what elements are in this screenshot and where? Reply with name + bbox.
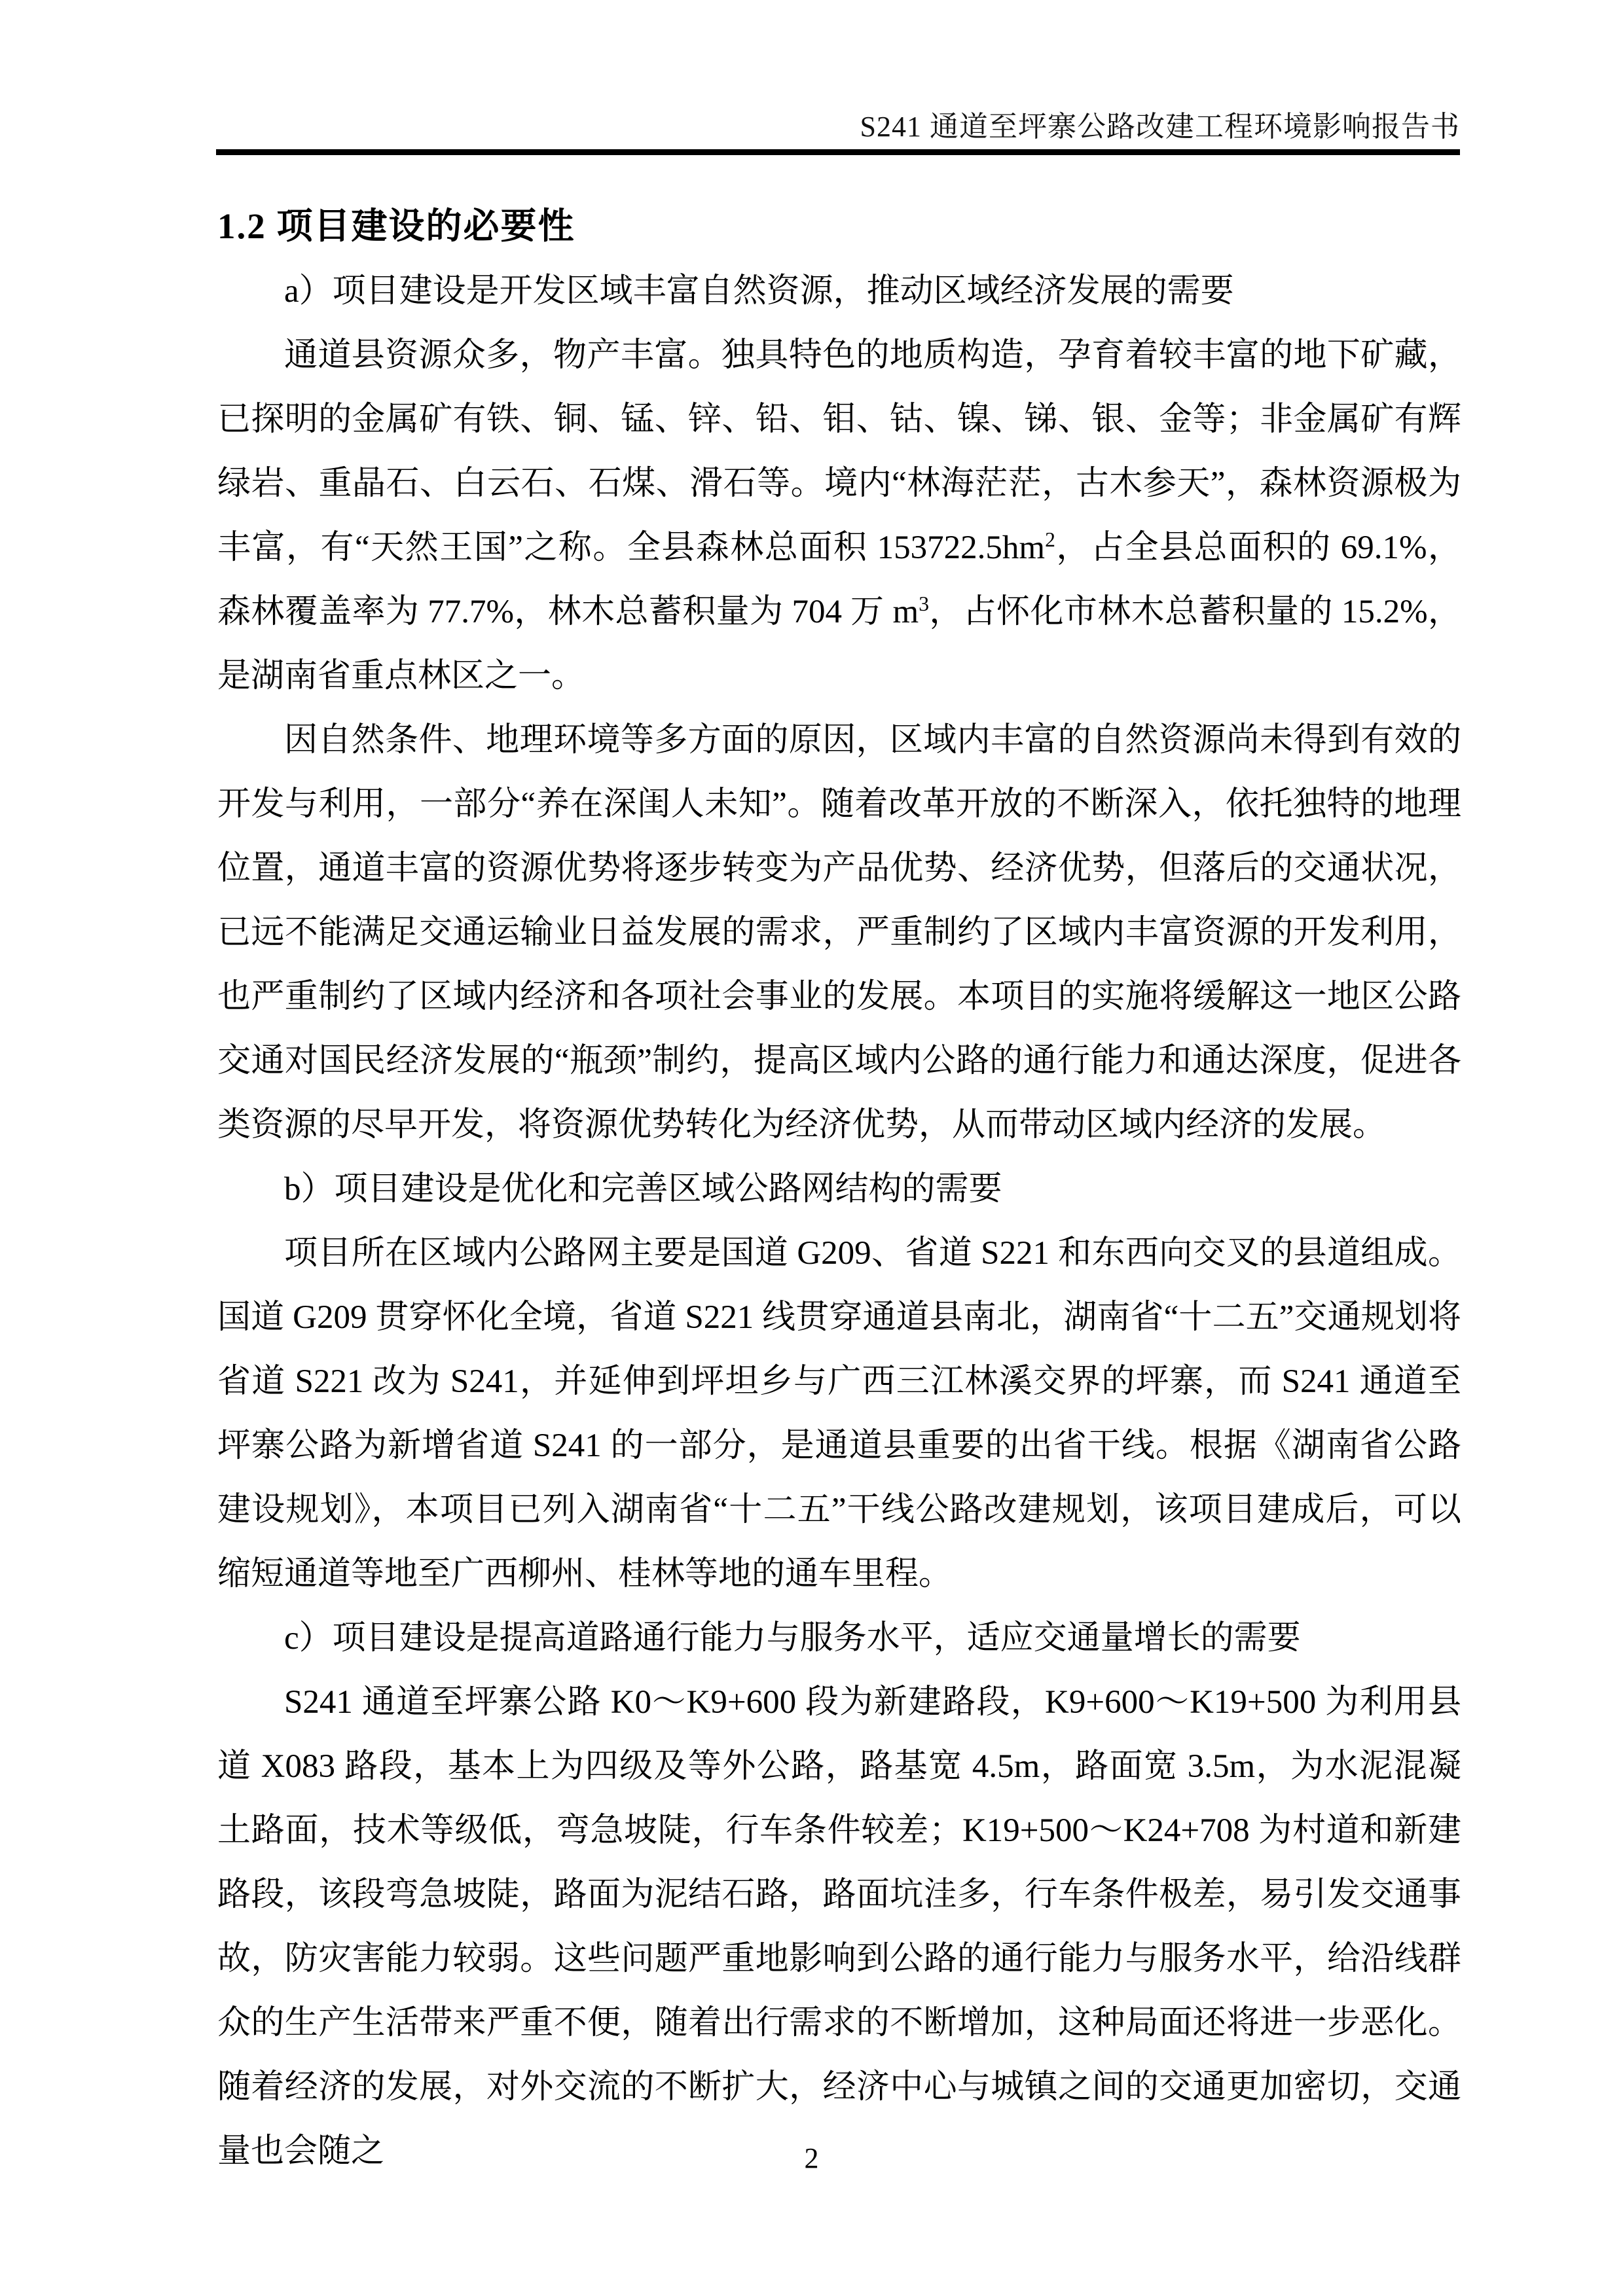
sub-heading: [217, 1157, 1461, 1221]
page-header-title: S241 通道至坪寨公路改建工程环境影响报告书: [860, 111, 1460, 143]
text-run: c）项目建设是提高道路通行能力与服务水平，适应交通量增长的需要: [284, 1620, 1301, 1657]
superscript: 2: [1045, 528, 1055, 551]
text-run: 项目所在区域内公路网主要是国道 G209、省道 S221 和东西向交叉的县道组成。国道 G209 贯穿怀化全境，省道 S221 线贯穿通道县南北，湖南省“十二五”交通规划将省道 S221 改为 S241，并延伸到坪坦乡与广西三江林溪交界的坪寨，而 S241 通道至坪寨公路为新增省道 S241 的一部分，是通道县重要的出省干线。根据《湖南省公路建设规划》，本项目已列入湖南省“十二五”干线公路改建规划，该项目建成后，可以缩短通道等地至广西柳州、桂林等地的通车里程。: [217, 1235, 1461, 1592]
text-run: 因自然条件、地理环境等多方面的原因，区域内丰富的自然资源尚未得到有效的开发与利用，一部分“养在深闺人未知”。随着改革开放的不断深入，依托独特的地理位置，通道丰富的资源优势将逐步转变为产品优势、经济优势，但落后的交通状况，已远不能满足交通运输业日益发展的需求，严重制约了区域内丰富资源的开发利用，也严重制约了区域内经济和各项社会事业的发展。本项目的实施将缓解这一地区公路交通对国民经济发展的“瓶颈”制约，提高区域内公路的通行能力和通达深度，促进各类资源的尽早开发，将资源优势转化为经济优势，从而带动区域内经济的发展。: [217, 722, 1461, 1143]
page-footer: [0, 2142, 1623, 2176]
header-rule: [216, 149, 1460, 155]
paragraph: [217, 323, 1461, 708]
superscript: 3: [919, 592, 930, 615]
text-run: ，占怀化市林木总蓄积量的 15.2%，是湖南省重点林区之一。: [217, 594, 1461, 694]
sub-heading: [217, 1606, 1461, 1670]
paragraph: [217, 708, 1461, 1157]
paragraph: [217, 1221, 1461, 1606]
page-number: 2: [804, 2142, 819, 2174]
text-run: b）项目建设是优化和完善区域公路网结构的需要: [284, 1171, 1002, 1208]
section-heading: 1.2 项目建设的必要性: [217, 206, 575, 246]
text-run: S241 通道至坪寨公路 K0～K9+600 段为新建路段，K9+600～K19+500 为利用县道 X083 路段，基本上为四级及等外公路，路基宽 4.5m，路面宽 3.5m，为水泥混凝土路面，技术等级低，弯急坡陡，行车条件较差；K19+500～K24+708 为村道和新建路段，该段弯急坡陡，路面为泥结石路，路面坑洼多，行车条件极差，易引发交通事故，防灾害能力较弱。这些问题严重地影响到公路的通行能力与服务水平，给沿线群众的生产生活带来严重不便，随着出行需求的不断增加，这种局面还将进一步恶化。随着经济的发展，对外交流的不断扩大，经济中心与城镇之间的交通更加密切，交通量也会随之: [217, 1684, 1461, 2170]
body-paragraphs: [217, 259, 1461, 2183]
paragraph: [217, 1670, 1461, 2183]
page-content: [217, 203, 1461, 2183]
text-run: ，占全县总面积的 69.1%，森林覆盖率为 77.7%，林木总蓄积量为 704 万 m: [217, 529, 1461, 630]
text-run: 通道县资源众多，物产丰富。独具特色的地质构造，孕育着较丰富的地下矿藏，已探明的金属矿有铁、铜、锰、锌、铅、钼、钴、镍、锑、银、金等；非金属矿有辉绿岩、重晶石、白云石、石煤、滑石等。境内“林海茫茫，古木参天”，森林资源极为丰富，有“天然王国”之称。全县森林总面积 153722.5hm: [217, 337, 1461, 566]
text-run: a）项目建设是开发区域丰富自然资源，推动区域经济发展的需要: [284, 273, 1234, 310]
sub-heading: [217, 259, 1461, 323]
